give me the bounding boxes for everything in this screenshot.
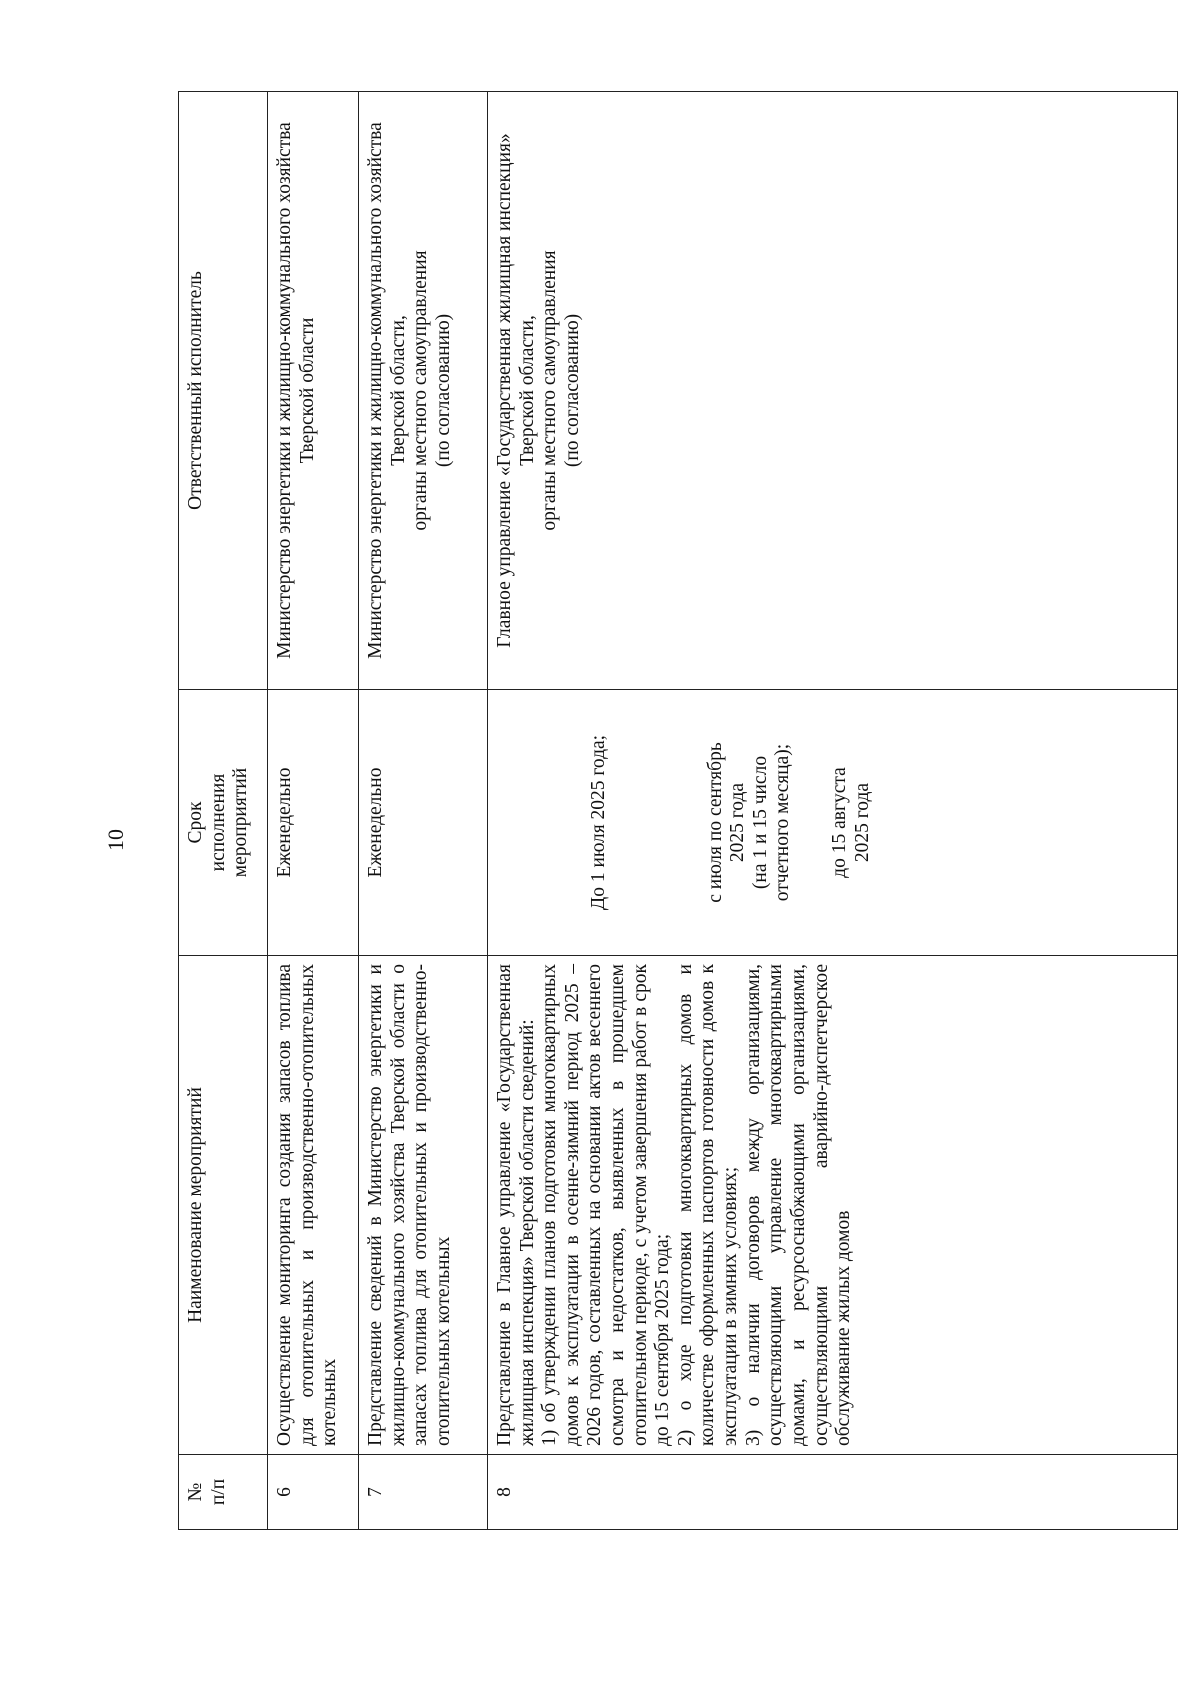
row-responsible: Министерство энергетики и жилищно-коммунального хозяйства Тверской области [268, 92, 359, 690]
row-responsible: Главное управление «Государственная жилищная инспекция» Тверской области, органы местного самоуправления (по согласованию) [488, 92, 1178, 690]
row-term-1: До 1 июля 2025 года; [588, 734, 609, 911]
row-term: Еженедельно [268, 690, 359, 956]
row-name [488, 956, 1178, 1455]
row-term [488, 690, 1178, 956]
table-row [359, 92, 488, 1530]
measures-table [178, 91, 1178, 1530]
row-num: 8 [488, 1455, 1178, 1530]
term-spacer [611, 698, 705, 947]
row-name-item-1: 1) об утверждении планов подготовки многоквартирных домов к эксплуатации в осенне-зимний период 2025 – 2026 годов, составленных на основании актов весеннего осмотра и недостатков, выявленных в прошедшем отопительном периоде, с учетом завершения работ в срок до 15 сентября 2025 года; [539, 964, 674, 1446]
header-term: Срок исполнения мероприятий [179, 690, 268, 956]
table-header-row [179, 92, 268, 1530]
row-responsible: Министерство энергетики и жилищно-коммунального хозяйства Тверской области, органы местного самоуправления (по согласованию) [359, 92, 488, 690]
table-row [268, 92, 359, 1530]
table-row [488, 92, 1178, 1530]
term-spacer [494, 698, 588, 947]
row-term-3: до 15 августа 2025 года [829, 767, 873, 878]
document-table-container [178, 122, 1178, 1530]
row-name-item-3: 3) о наличии договоров между организациями, осуществляющими управление многоквартирными домами, и ресурсоснабжающими организациями, осуществляющими аварийно-диспетчерское обслуживание жилых домов [742, 964, 855, 1446]
row-name-intro: Представление в Главное управление «Государственная жилищная инспекция» Тверской области сведений: [494, 964, 538, 1446]
row-name: Осуществление мониторинга создания запасов топлива для отопительных и производственно-отопительных котельных [268, 956, 359, 1455]
header-responsible: Ответственный исполнитель [179, 92, 268, 690]
row-term: Еженедельно [359, 690, 488, 956]
row-num: 7 [359, 1455, 488, 1530]
row-num: 6 [268, 1455, 359, 1530]
row-term-2: с июля по сентябрь 2025 года (на 1 и 15 число отчетного месяца); [704, 742, 794, 903]
header-num: № п/п [179, 1455, 268, 1530]
page-number: 10 [103, 829, 128, 851]
row-name-item-2: 2) о ходе подготовки многоквартирных домов и количестве оформленных паспортов готовности домов к эксплуатации в зимних условиях; [674, 964, 742, 1446]
header-name: Наименование мероприятий [179, 956, 268, 1455]
row-name: Представление сведений в Министерство энергетики и жилищно-коммунального хозяйства Тверской области о запасах топлива для отопительных и производственно-отопительных котельных [359, 956, 488, 1455]
term-spacer [795, 698, 829, 947]
